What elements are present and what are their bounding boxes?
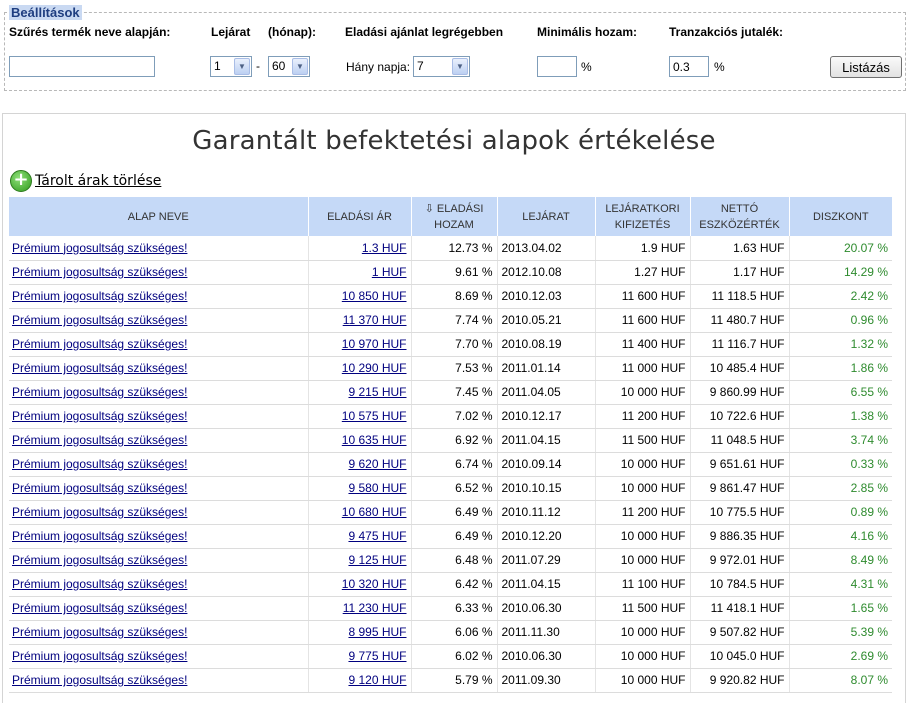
nav-cell: 9 886.35 HUF	[690, 524, 789, 548]
sale-price-cell	[308, 596, 411, 620]
fund-name-cell	[9, 524, 308, 548]
fund-name-cell	[9, 476, 308, 500]
nav-cell: 9 860.99 HUF	[690, 380, 789, 404]
discount-cell: 5.39 %	[789, 620, 892, 644]
fund-name-cell	[9, 668, 308, 692]
fund-name-link[interactable]: Prémium jogosultság szükséges!	[12, 385, 188, 399]
header-payout[interactable]	[595, 197, 690, 236]
maturity-from-value: 1	[214, 59, 221, 73]
discount-cell: 8.07 %	[789, 668, 892, 692]
maturity-to-value: 60	[272, 59, 286, 73]
table-row	[9, 548, 892, 572]
fund-name-link[interactable]: Prémium jogosultság szükséges!	[12, 433, 188, 447]
fund-name-cell	[9, 500, 308, 524]
payout-cell: 10 000 HUF	[595, 668, 690, 692]
table-row	[9, 380, 892, 404]
nav-cell: 10 775.5 HUF	[690, 500, 789, 524]
discount-cell: 1.86 %	[789, 356, 892, 380]
maturity-cell: 2010.08.19	[497, 332, 595, 356]
table-row	[9, 572, 892, 596]
discount-cell: 2.85 %	[789, 476, 892, 500]
maturity-cell: 2011.04.05	[497, 380, 595, 404]
fund-name-cell	[9, 380, 308, 404]
maturity-cell: 2011.09.30	[497, 668, 595, 692]
fund-name-link[interactable]: Prémium jogosultság szükséges!	[12, 673, 188, 687]
fund-name-link[interactable]: Prémium jogosultság szükséges!	[12, 529, 188, 543]
chevron-down-icon[interactable]: ▼	[452, 58, 468, 75]
fund-name-cell	[9, 236, 308, 260]
sale-price-cell	[308, 404, 411, 428]
header-maturity[interactable]: LEJÁRAT	[497, 197, 595, 236]
sale-yield-cell: 12.73 %	[411, 236, 497, 260]
fund-name-cell	[9, 644, 308, 668]
sale-price-link[interactable]: 10 680 HUF	[341, 505, 407, 519]
sale-yield-cell: 6.33 %	[411, 596, 497, 620]
sale-price-link[interactable]: 9 125 HUF	[348, 553, 407, 567]
fund-name-cell	[9, 308, 308, 332]
discount-cell: 4.16 %	[789, 524, 892, 548]
nav-cell: 10 045.0 HUF	[690, 644, 789, 668]
table-header-row	[9, 197, 892, 236]
sale-yield-cell: 5.79 %	[411, 668, 497, 692]
payout-cell: 11 100 HUF	[595, 572, 690, 596]
nav-cell: 9 861.47 HUF	[690, 476, 789, 500]
plus-circle-icon[interactable]: +	[10, 170, 32, 192]
sale-price-cell	[308, 260, 411, 284]
sale-yield-cell: 6.74 %	[411, 452, 497, 476]
fund-name-link[interactable]: Prémium jogosultság szükséges!	[12, 337, 188, 351]
payout-cell: 11 000 HUF	[595, 356, 690, 380]
sale-price-link[interactable]: 10 850 HUF	[341, 289, 407, 303]
fund-name-link[interactable]: Prémium jogosultság szükséges!	[12, 577, 188, 591]
sale-yield-cell: 6.06 %	[411, 620, 497, 644]
sale-yield-cell: 7.70 %	[411, 332, 497, 356]
sale-yield-cell: 7.74 %	[411, 308, 497, 332]
sale-price-cell	[308, 308, 411, 332]
payout-cell: 10 000 HUF	[595, 548, 690, 572]
maturity-to-select[interactable]	[268, 56, 310, 77]
min-yield-percent: %	[581, 60, 592, 74]
sale-price-cell	[308, 380, 411, 404]
header-sale-price[interactable]: ELADÁSI ÁR	[308, 197, 411, 236]
table-row	[9, 500, 892, 524]
maturity-cell: 2010.11.12	[497, 500, 595, 524]
sale-price-cell	[308, 620, 411, 644]
discount-cell: 6.55 %	[789, 380, 892, 404]
min-yield-input[interactable]	[537, 56, 577, 77]
fund-name-cell	[9, 596, 308, 620]
discount-cell: 3.74 %	[789, 428, 892, 452]
fund-name-link[interactable]: Prémium jogosultság szükséges!	[12, 361, 188, 375]
fee-percent: %	[714, 60, 725, 74]
sale-price-link[interactable]: 11 370 HUF	[342, 313, 407, 327]
fund-name-cell	[9, 260, 308, 284]
sale-price-link[interactable]: 9 620 HUF	[348, 457, 407, 471]
header-nav-line2: ESZKÖZÉRTÉK	[699, 218, 780, 231]
fee-label: Tranzakciós jutalék:	[669, 25, 784, 39]
nav-cell: 11 116.7 HUF	[690, 332, 789, 356]
sale-price-cell	[308, 524, 411, 548]
fund-name-cell	[9, 332, 308, 356]
fund-name-link[interactable]: Prémium jogosultság szükséges!	[12, 409, 188, 423]
header-payout-line1: LEJÁRATKORI	[605, 202, 680, 215]
fund-name-link[interactable]: Prémium jogosultság szükséges!	[12, 457, 188, 471]
fund-name-link[interactable]: Prémium jogosultság szükséges!	[12, 649, 188, 663]
payout-cell: 11 200 HUF	[595, 404, 690, 428]
sale-price-link[interactable]: 10 970 HUF	[341, 337, 407, 351]
days-label: Hány napja:	[346, 60, 411, 74]
sale-yield-cell: 7.53 %	[411, 356, 497, 380]
sort-down-icon: ⇩	[424, 202, 434, 215]
fund-name-cell	[9, 548, 308, 572]
product-name-filter-input[interactable]	[9, 56, 155, 77]
header-sale-yield[interactable]	[411, 197, 497, 236]
min-yield-label: Minimális hozam:	[537, 25, 638, 39]
payout-cell: 11 200 HUF	[595, 500, 690, 524]
fund-name-cell	[9, 428, 308, 452]
chevron-down-icon[interactable]: ▼	[292, 58, 308, 75]
nav-cell: 11 048.5 HUF	[690, 428, 789, 452]
sale-price-link[interactable]: 9 580 HUF	[348, 481, 407, 495]
clear-prices-action[interactable]	[10, 170, 161, 192]
sale-yield-cell: 9.61 %	[411, 260, 497, 284]
list-button[interactable]: Listázás	[830, 56, 902, 78]
sale-price-cell	[308, 548, 411, 572]
filter-label: Szűrés termék neve alapján:	[9, 25, 171, 39]
payout-cell: 11 600 HUF	[595, 284, 690, 308]
sale-price-cell	[308, 356, 411, 380]
sale-yield-cell: 6.42 %	[411, 572, 497, 596]
settings-panel	[4, 12, 906, 91]
discount-cell: 1.32 %	[789, 332, 892, 356]
payout-cell: 11 400 HUF	[595, 332, 690, 356]
nav-cell: 10 784.5 HUF	[690, 572, 789, 596]
page-title: Garantált befektetési alapok értékelése	[192, 126, 716, 156]
sale-price-link[interactable]: 10 290 HUF	[341, 361, 407, 375]
nav-cell: 11 118.5 HUF	[690, 284, 789, 308]
fund-name-link[interactable]: Prémium jogosultság szükséges!	[12, 240, 188, 255]
discount-cell: 2.42 %	[789, 284, 892, 308]
sale-price-link[interactable]: 1 HUF	[371, 265, 407, 279]
sale-yield-cell: 8.69 %	[411, 284, 497, 308]
header-discount[interactable]: DISZKONT	[789, 197, 892, 236]
nav-cell: 11 480.7 HUF	[690, 308, 789, 332]
sale-yield-cell: 7.02 %	[411, 404, 497, 428]
payout-cell: 1.27 HUF	[595, 260, 690, 284]
fund-name-cell	[9, 404, 308, 428]
maturity-cell: 2010.10.15	[497, 476, 595, 500]
maturity-separator: -	[256, 59, 260, 73]
nav-cell: 1.63 HUF	[690, 236, 789, 260]
maturity-cell: 2011.07.29	[497, 548, 595, 572]
maturity-cell: 2010.12.20	[497, 524, 595, 548]
sale-price-link[interactable]: 11 230 HUF	[342, 601, 407, 615]
sale-price-cell	[308, 236, 411, 260]
payout-cell: 10 000 HUF	[595, 380, 690, 404]
maturity-cell: 2013.04.02	[497, 236, 595, 260]
sale-price-cell	[308, 668, 411, 692]
chevron-down-icon[interactable]: ▼	[234, 58, 250, 75]
fund-name-link[interactable]: Prémium jogosultság szükséges!	[12, 505, 188, 519]
fund-name-cell	[9, 284, 308, 308]
sale-price-cell	[308, 428, 411, 452]
sale-price-cell	[308, 452, 411, 476]
discount-cell: 20.07 %	[789, 236, 892, 260]
sale-price-link[interactable]: 9 775 HUF	[348, 649, 407, 663]
header-nav-line1: NETTÓ	[720, 202, 759, 215]
days-value: 7	[417, 59, 424, 73]
maturity-cell: 2011.04.15	[497, 428, 595, 452]
sale-price-link[interactable]: 8 995 HUF	[348, 625, 407, 639]
fund-name-link[interactable]: Prémium jogosultság szükséges!	[12, 601, 188, 615]
maturity-cell: 2010.06.30	[497, 644, 595, 668]
fund-name-link[interactable]: Prémium jogosultság szükséges!	[12, 553, 188, 567]
table-row	[9, 260, 892, 284]
nav-cell: 9 972.01 HUF	[690, 548, 789, 572]
settings-legend: Beállítások	[11, 5, 80, 20]
discount-cell: 1.65 %	[789, 596, 892, 620]
header-nav[interactable]	[690, 197, 789, 236]
fund-name-cell	[9, 620, 308, 644]
sale-price-cell	[308, 644, 411, 668]
discount-cell: 14.29 %	[789, 260, 892, 284]
fund-name-link[interactable]: Prémium jogosultság szükséges!	[12, 313, 188, 327]
maturity-cell: 2011.11.30	[497, 620, 595, 644]
sale-price-link[interactable]: 9 215 HUF	[348, 385, 407, 399]
table-row	[9, 308, 892, 332]
payout-cell: 11 500 HUF	[595, 596, 690, 620]
header-payout-line2: KIFIZETÉS	[614, 218, 671, 231]
maturity-cell: 2010.12.17	[497, 404, 595, 428]
sale-price-link[interactable]: 9 475 HUF	[348, 529, 407, 543]
fund-name-link[interactable]: Prémium jogosultság szükséges!	[12, 481, 188, 495]
days-select[interactable]	[413, 56, 470, 77]
table-row	[9, 620, 892, 644]
maturity-cell: 2011.04.15	[497, 572, 595, 596]
table-row	[9, 524, 892, 548]
sale-price-cell	[308, 572, 411, 596]
sale-price-cell	[308, 500, 411, 524]
discount-cell: 0.33 %	[789, 452, 892, 476]
sale-price-cell	[308, 284, 411, 308]
fund-name-cell	[9, 452, 308, 476]
maturity-cell: 2010.05.21	[497, 308, 595, 332]
discount-cell: 4.31 %	[789, 572, 892, 596]
discount-cell: 0.96 %	[789, 308, 892, 332]
sale-price-link[interactable]: 10 575 HUF	[341, 409, 407, 423]
nav-cell: 10 485.4 HUF	[690, 356, 789, 380]
payout-cell: 10 000 HUF	[595, 476, 690, 500]
nav-cell: 9 920.82 HUF	[690, 668, 789, 692]
sale-yield-cell: 6.92 %	[411, 428, 497, 452]
nav-cell: 10 722.6 HUF	[690, 404, 789, 428]
payout-cell: 10 000 HUF	[595, 620, 690, 644]
header-sale-yield-line1: ELADÁSI	[436, 202, 484, 215]
maturity-from-select[interactable]	[210, 56, 252, 77]
sale-price-link[interactable]: 1.3 HUF	[361, 240, 407, 255]
months-label: (hónap):	[268, 25, 316, 39]
maturity-label: Lejárat	[211, 25, 251, 39]
header-fund-name[interactable]: ALAP NEVE	[9, 197, 308, 236]
sale-yield-cell: 7.45 %	[411, 380, 497, 404]
nav-cell: 9 651.61 HUF	[690, 452, 789, 476]
payout-cell: 10 000 HUF	[595, 644, 690, 668]
oldest-offer-label: Eladási ajánlat legrégebben	[345, 25, 504, 39]
sale-price-link[interactable]: 10 635 HUF	[341, 433, 407, 447]
sale-yield-cell: 6.49 %	[411, 524, 497, 548]
nav-cell: 9 507.82 HUF	[690, 620, 789, 644]
payout-cell: 10 000 HUF	[595, 524, 690, 548]
payout-cell: 1.9 HUF	[595, 236, 690, 260]
discount-cell: 1.38 %	[789, 404, 892, 428]
maturity-cell: 2010.09.14	[497, 452, 595, 476]
payout-cell: 11 500 HUF	[595, 428, 690, 452]
discount-cell: 2.69 %	[789, 644, 892, 668]
sale-yield-cell: 6.49 %	[411, 500, 497, 524]
table-row	[9, 236, 892, 260]
payout-cell: 11 600 HUF	[595, 308, 690, 332]
discount-cell: 8.49 %	[789, 548, 892, 572]
fee-input[interactable]	[669, 56, 709, 77]
maturity-cell: 2011.01.14	[497, 356, 595, 380]
table-row	[9, 284, 892, 308]
nav-cell: 1.17 HUF	[690, 260, 789, 284]
maturity-cell: 2012.10.08	[497, 260, 595, 284]
table-row	[9, 404, 892, 428]
maturity-cell: 2010.12.03	[497, 284, 595, 308]
sale-yield-cell: 6.52 %	[411, 476, 497, 500]
fund-name-link[interactable]: Prémium jogosultság szükséges!	[12, 289, 188, 303]
payout-cell: 10 000 HUF	[595, 452, 690, 476]
sale-yield-cell: 6.02 %	[411, 644, 497, 668]
sale-price-link[interactable]: 9 120 HUF	[348, 673, 407, 687]
table-row	[9, 668, 892, 692]
clear-prices-link[interactable]: Tárolt árak törlése	[35, 173, 162, 189]
sale-price-link[interactable]: 10 320 HUF	[341, 577, 407, 591]
maturity-cell: 2010.06.30	[497, 596, 595, 620]
fund-name-cell	[9, 572, 308, 596]
nav-cell: 11 418.1 HUF	[690, 596, 789, 620]
funds-table	[9, 197, 892, 693]
sale-price-cell	[308, 476, 411, 500]
table-row	[9, 428, 892, 452]
sale-yield-cell: 6.48 %	[411, 548, 497, 572]
fund-name-link[interactable]: Prémium jogosultság szükséges!	[12, 265, 188, 279]
discount-cell: 0.89 %	[789, 500, 892, 524]
table-row	[9, 476, 892, 500]
table-row	[9, 452, 892, 476]
header-sale-yield-line2: HOZAM	[434, 218, 474, 231]
fund-name-link[interactable]: Prémium jogosultság szükséges!	[12, 625, 188, 639]
table-row	[9, 596, 892, 620]
sale-price-cell	[308, 332, 411, 356]
fund-name-cell	[9, 356, 308, 380]
table-row	[9, 332, 892, 356]
table-row	[9, 356, 892, 380]
table-row	[9, 644, 892, 668]
